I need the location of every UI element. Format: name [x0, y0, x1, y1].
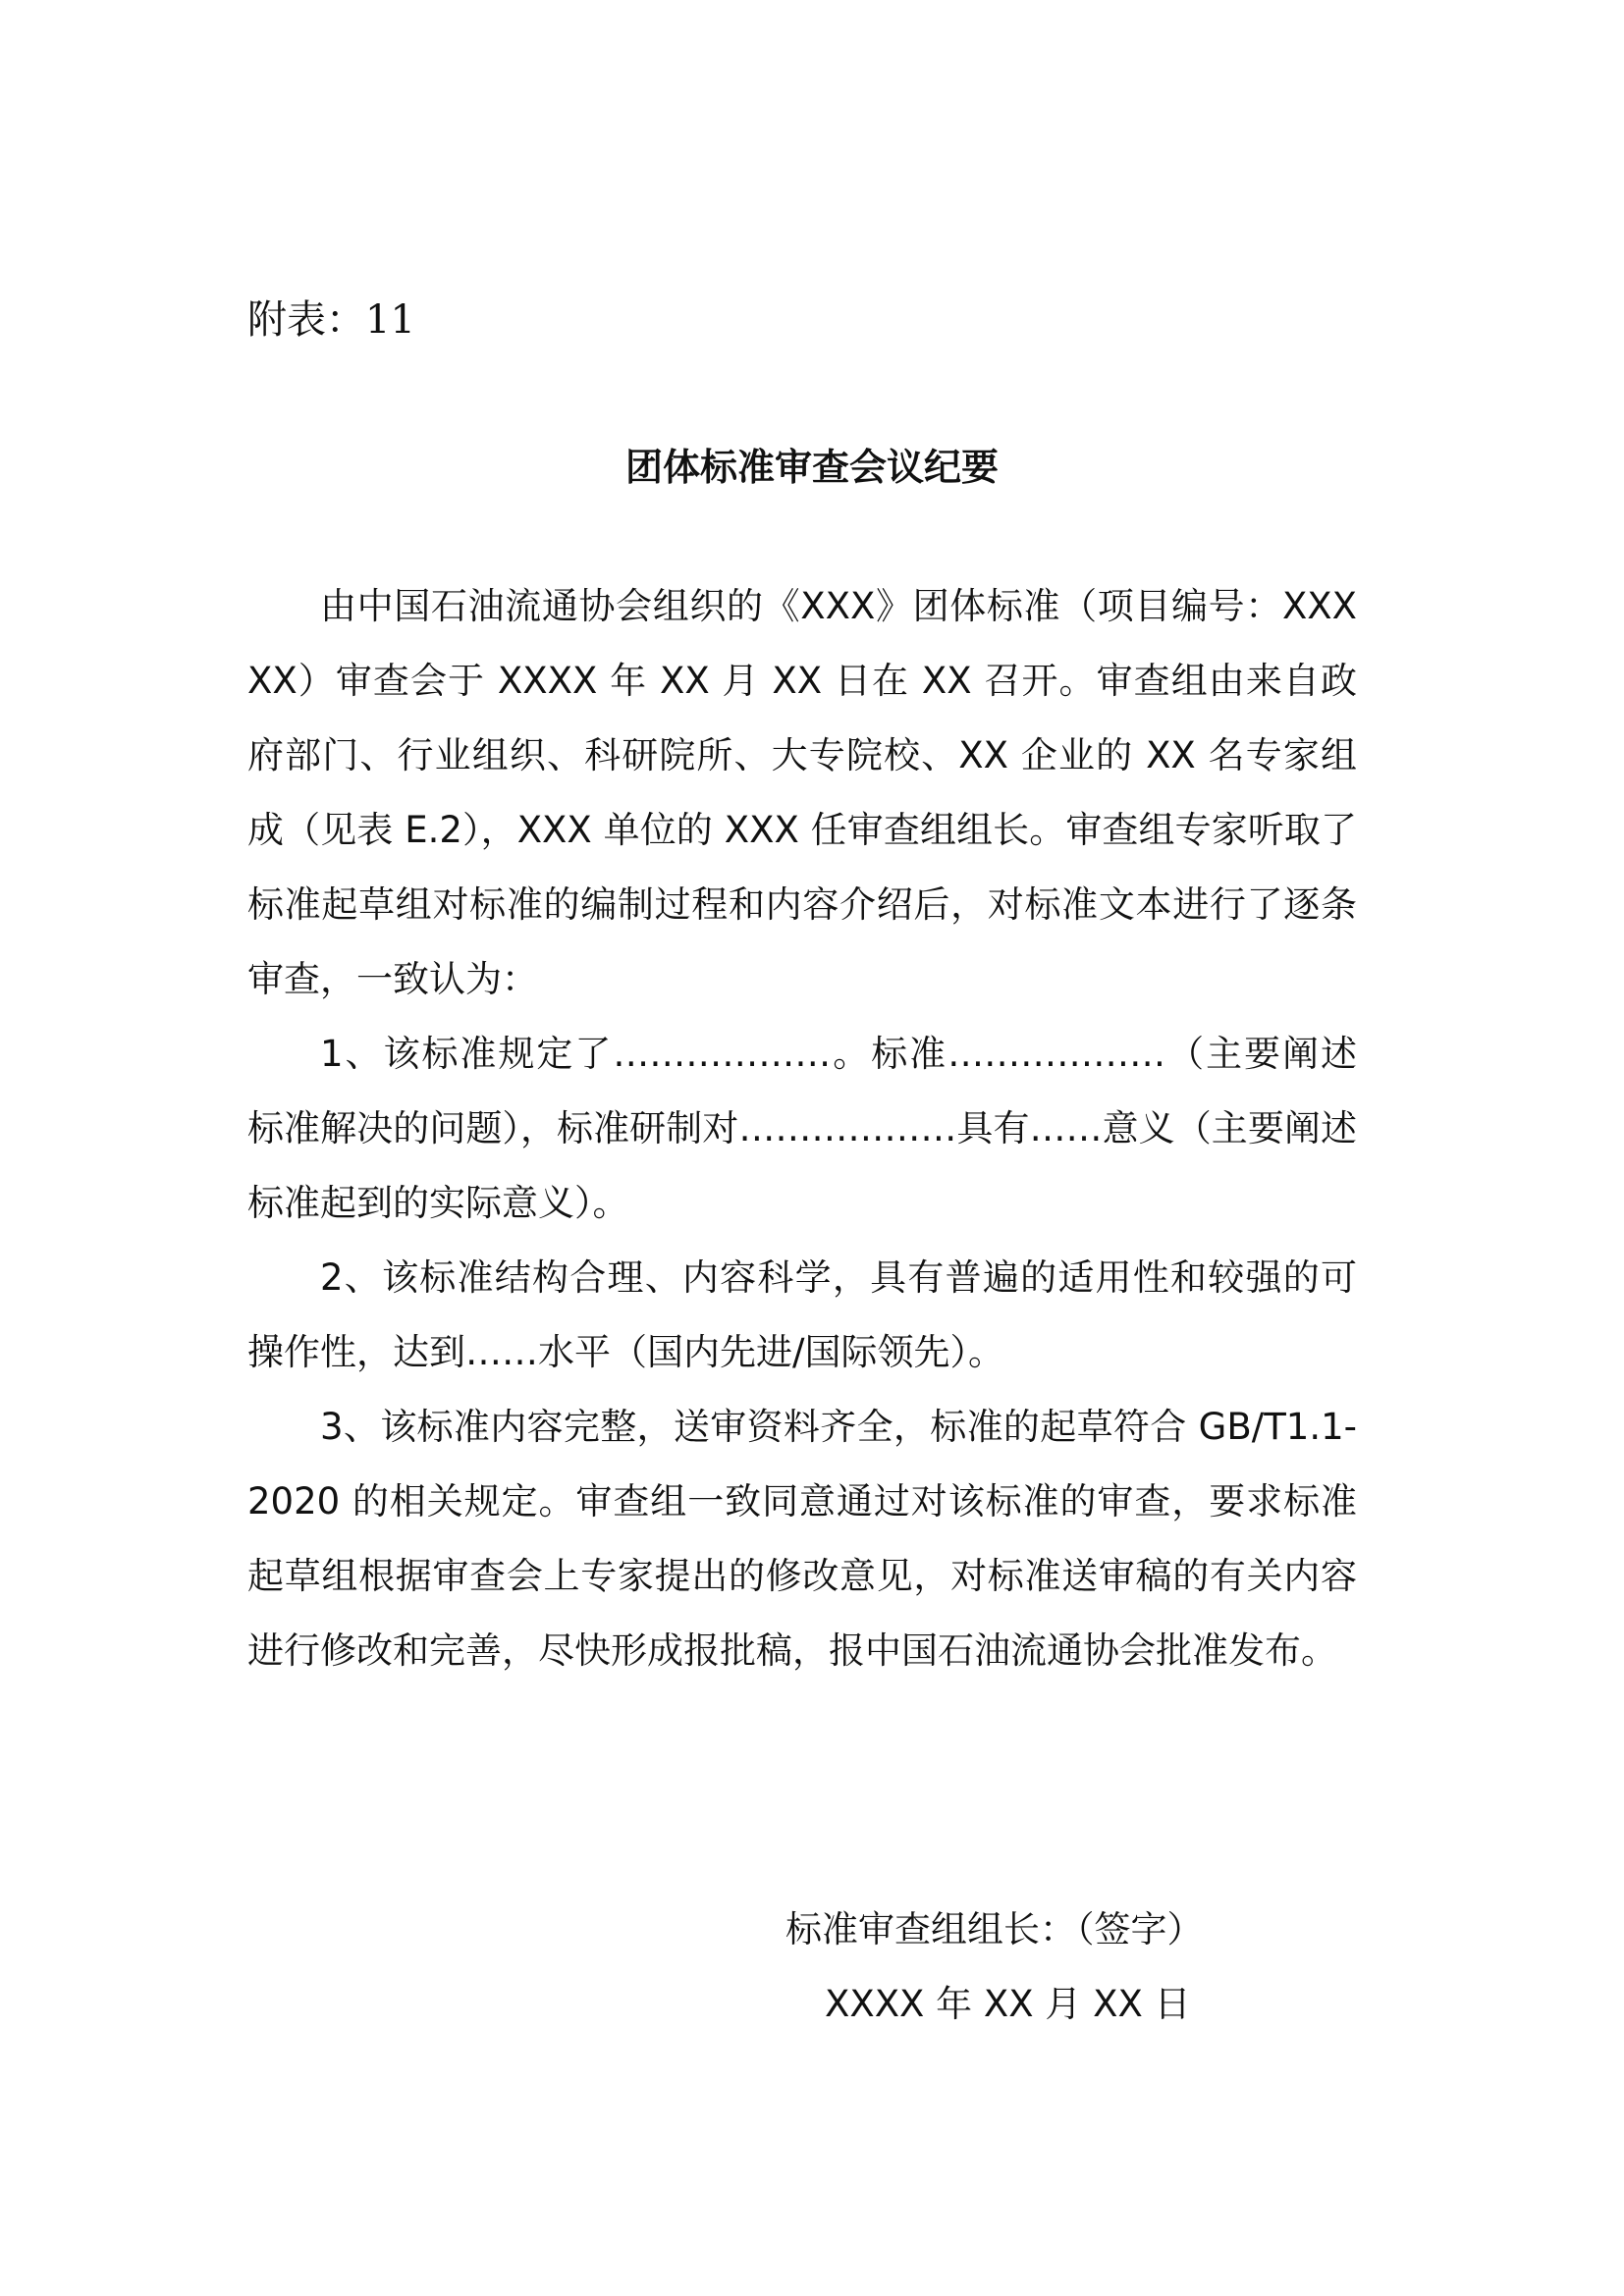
paragraph-item-1: 1、该标准规定了………………。标准………………（主要阐述标准解决的问题），标准研制对………………具有……意义（主要阐述标准起到的实际意义）。	[247, 1033, 1357, 1224]
document-body	[247, 569, 1357, 1688]
appendix-label: 附表：11	[247, 297, 415, 343]
paragraph-item-3: 3、该标准内容完整，送审资料齐全，标准的起草符合 GB/T1.1-2020 的相关规定。审查组一致同意通过对该标准的审查，要求标准起草组根据审查会上专家提出的修改意见，对标准送审稿的有关内容进行修改和完善，尽快形成报批稿，报中国石油流通协会批准发布。	[247, 1406, 1357, 1672]
signature-date: XXXX 年 XX 月 XX 日	[825, 1983, 1191, 2025]
signature-label: 标准审查组组长：（签字）	[785, 1908, 1204, 1950]
paragraph-intro: 由中国石油流通协会组织的《XXX》团体标准（项目编号：XXXXX）审查会于 XXXX 年 XX 月 XX 日在 XX 召开。审查组由来自政府部门、行业组织、科研院所、大专院校、XX 企业的 XX 名专家组成（见表 E.2），XXX 单位的 XXX 任审查组组长。审查组专家听取了标准起草组对标准的编制过程和内容介绍后，对标准文本进行了逐条审查，一致认为：	[247, 585, 1357, 1000]
paragraph-item-2: 2、该标准结构合理、内容科学，具有普遍的适用性和较强的可操作性，达到……水平（国内先进/国际领先）。	[247, 1256, 1357, 1373]
document-title: 团体标准审查会议纪要	[624, 446, 999, 489]
signature-block	[785, 1893, 1204, 2042]
